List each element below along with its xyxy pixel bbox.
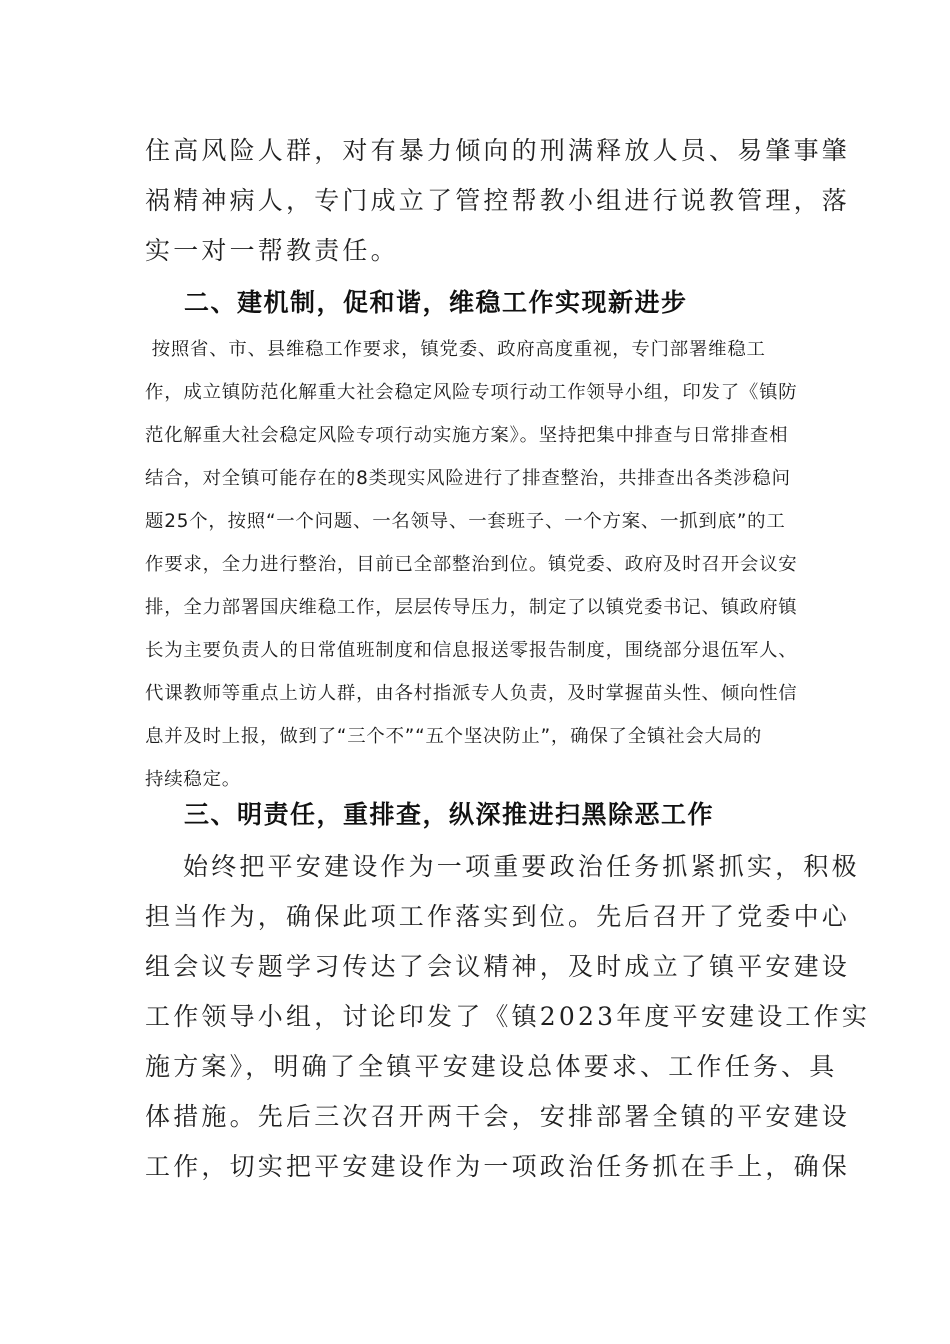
paragraph-line: 始终把平安建设作为一项重要政治任务抓紧抓实，积极	[183, 852, 860, 881]
paragraph-line: 工作领导小组，讨论印发了《镇2023年度平安建设工作实	[145, 1002, 871, 1031]
paragraph-line: 息并及时上报，做到了“三个不”“五个坚决防止”，确保了全镇社会大局的	[145, 726, 763, 747]
continuation-paragraph	[145, 126, 851, 276]
paragraph-line: 住高风险人群，对有暴力倾向的刑满释放人员、易肇事肇	[145, 136, 851, 165]
paragraph-line: 排，全力部署国庆维稳工作，层层传导压力，制定了以镇党委书记、镇政府镇	[145, 597, 798, 618]
paragraph-line: 实一对一帮教责任。	[145, 236, 399, 265]
paragraph-line: 施方案》，明确了全镇平安建设总体要求、工作任务、具	[145, 1052, 838, 1081]
paragraph-line: 担当作为，确保此项工作落实到位。先后召开了党委中心	[145, 902, 851, 931]
paragraph-line: 组会议专题学习传达了会议精神，及时成立了镇平安建设	[145, 952, 851, 981]
section-2-paragraph	[145, 328, 815, 801]
paragraph-line: 代课教师等重点上访人群，由各村指派专人负责，及时掌握苗头性、倾向性信	[145, 683, 798, 704]
paragraph-line: 作要求，全力进行整治，目前已全部整治到位。镇党委、政府及时召开会议安	[145, 554, 798, 575]
paragraph-line: 题25个，按照“一个问题、一名领导、一套班子、一个方案、一抓到底”的工	[145, 511, 786, 532]
paragraph-line: 工作，切实把平安建设作为一项政治任务抓在手上，确保	[145, 1152, 851, 1181]
paragraph-line: 长为主要负责人的日常值班制度和信息报送零报告制度，围绕部分退伍军人、	[145, 640, 798, 661]
paragraph-line: 体措施。先后三次召开两干会，安排部署全镇的平安建设	[145, 1102, 851, 1131]
paragraph-line: 按照省、市、县维稳工作要求，镇党委、政府高度重视，专门部署维稳工	[145, 339, 766, 360]
section-3-paragraph	[145, 842, 871, 1192]
paragraph-line: 祸精神病人，专门成立了管控帮教小组进行说教管理，落	[145, 186, 851, 215]
paragraph-line: 作，成立镇防范化解重大社会稳定风险专项行动工作领导小组，印发了《镇防	[145, 382, 798, 403]
paragraph-line: 持续稳定。	[145, 769, 241, 790]
paragraph-line: 结合，对全镇可能存在的8类现实风险进行了排查整治，共排查出各类涉稳问	[145, 468, 791, 489]
section-3-heading: 三、明责任，重排查，纵深推进扫黑除恶工作	[184, 800, 715, 829]
paragraph-line: 范化解重大社会稳定风险专项行动实施方案》。坚持把集中排查与日常排查相	[145, 425, 789, 446]
section-2-heading: 二、建机制，促和谐，维稳工作实现新进步	[184, 288, 688, 317]
